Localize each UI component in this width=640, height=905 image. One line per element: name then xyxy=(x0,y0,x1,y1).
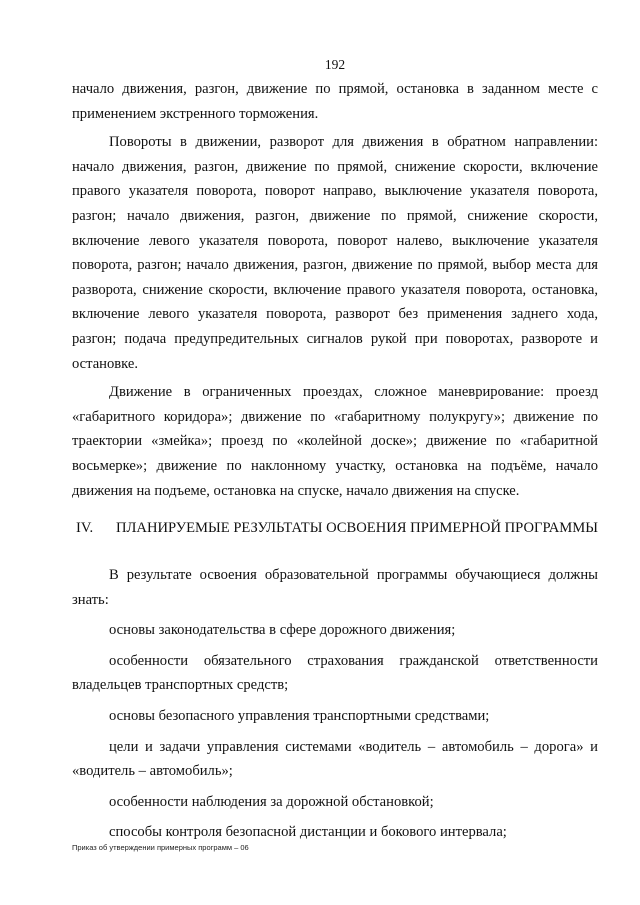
section-number: IV. xyxy=(76,520,94,536)
page-number: 192 xyxy=(324,57,346,72)
results-list xyxy=(72,563,598,845)
paragraph-maneuvering: Движение в ограниченных проездах, сложное маневрирование: проезд «габаритного коридора»; движение по «габаритному полукругу»; движение по траектории «змейка»; проезд по «колейной доске»; движение по «габаритной восьмерке»; движение по наклонному участку, остановка на подъёме, начало движения на подъеме, остановка на спуске, начало движения на спуске. xyxy=(72,384,598,499)
list-item: основы законодательства в сфере дорожного движения; xyxy=(109,622,456,639)
section-title: ПЛАНИРУЕМЫЕ РЕЗУЛЬТАТЫ ОСВОЕНИЯ ПРИМЕРНОЙ ПРОГРАММЫ xyxy=(116,520,598,536)
list-item: особенности обязательного страхования гражданской ответственности владельцев транспортных средств; xyxy=(72,652,598,694)
list-item: цели и задачи управления системами «водитель – автомобиль – дорога» и «водитель – автомобиль»; xyxy=(72,738,598,780)
results-intro: В результате освоения образовательной программы обучающиеся должны знать: xyxy=(72,567,598,608)
body-text xyxy=(72,77,598,503)
footer-note: Приказ об утверждении примерных программ – 06 xyxy=(72,843,249,852)
section-heading xyxy=(76,520,616,537)
paragraph-turns: Повороты в движении, разворот для движения в обратном направлении: начало движения, разгон, движение по прямой, снижение скорости, включение правого указателя поворота, поворот направо, выключение указателя поворота, разгон; начало движения, разгон, движение по прямой, снижение скорости, включение левого указателя поворота, поворот налево, выключение указателя поворота, разгон; начало движения, разгон, движение по прямой, выбор места для разворота, снижение скорости, включение правого указателя поворота, остановка, включение левого указателя поворота, разворот без применения заднего хода, разгон; подача предупредительных сигналов рукой при поворотах, развороте и остановке. xyxy=(72,134,598,372)
paragraph-continuation: начало движения, разгон, движение по прямой, остановка в заданном месте с применением экстренного торможения. xyxy=(72,81,598,122)
list-item: особенности наблюдения за дорожной обстановкой; xyxy=(109,793,434,810)
list-item: основы безопасного управления транспортными средствами; xyxy=(109,707,490,724)
list-item: способы контроля безопасной дистанции и бокового интервала; xyxy=(109,824,507,841)
